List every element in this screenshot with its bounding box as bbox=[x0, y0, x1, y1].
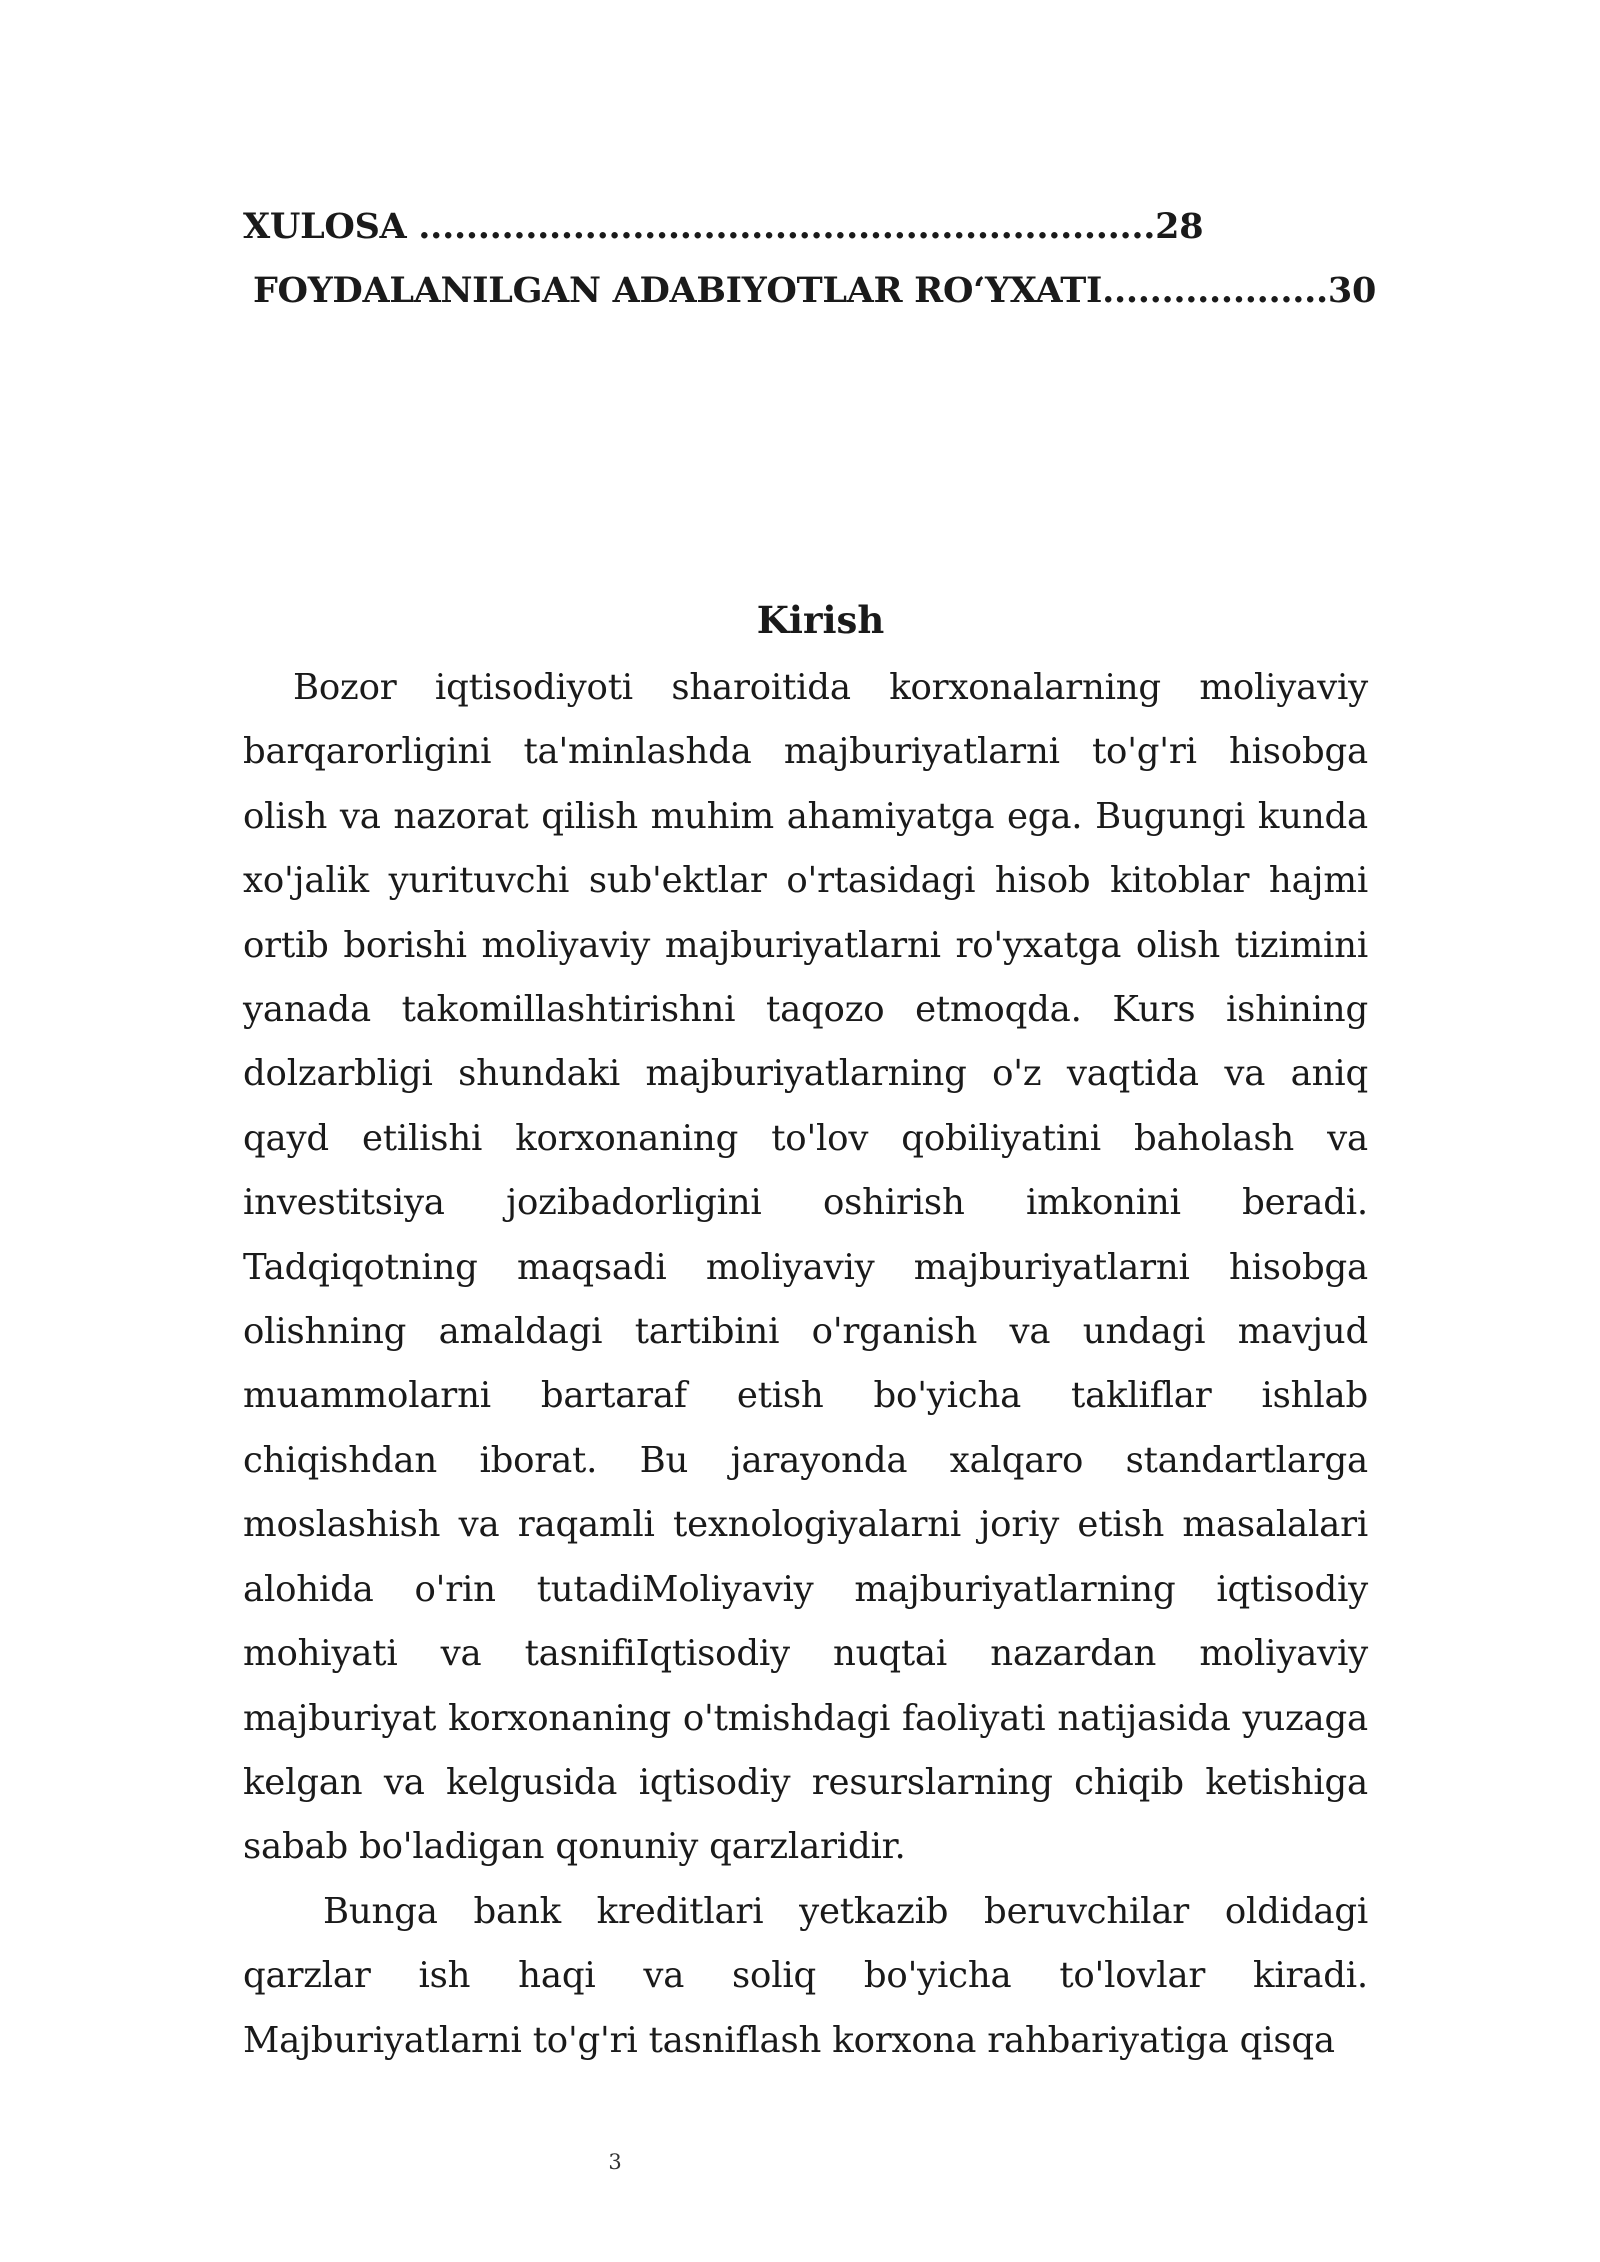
section-body bbox=[243, 656, 1368, 2073]
paragraph: Bunga bank kreditlari yetkazib beruvchilar oldidagi qarzlar ish haqi va soliq bo'yicha to'lovlar kiradi. Majburiyatlarni to'g'ri tasniflash korxona rahbariyatiga qisqa bbox=[243, 1890, 1368, 2061]
page-number: 3 bbox=[608, 2150, 622, 2174]
toc-item-xulosa[interactable]: XULOSA ..............................................................28 bbox=[243, 206, 1204, 247]
toc-item-adabiyotlar[interactable]: FOYDALANILGAN ADABIYOTLAR RO‘YXATI...................30 bbox=[253, 270, 1377, 311]
paragraph: Bozor iqtisodiyoti sharoitida korxonalarning moliyaviy barqarorligini ta'minlashda majburiyatlarni to'g'ri hisobga olish va nazorat qilish muhim ahamiyatga ega. Bugungi kunda xo'jalik yurituvchi sub'ektlar o'rtasidagi hisob kitoblar hajmi ortib borishi moliyaviy majburiyatlarni ro'yxatga olish tizimini yanada takomillashtirishni taqozo etmoqda. Kurs ishining dolzarbligi shundaki majburiyatlarning o'z vaqtida va aniq qayd etilishi korxonaning to'lov qobiliyatini baholash va investitsiya jozibadorligini oshirish imkonini beradi. Tadqiqotning maqsadi moliyaviy majburiyatlarni hisobga olishning amaldagi tartibini o'rganish va undagi mavjud muammolarni bartaraf etish bo'yicha takliflar ishlab chiqishdan iborat. Bu jarayonda xalqaro standartlarga moslashish va raqamli texnologiyalarni joriy etish masalalari alohida o'rin tutadiMoliyaviy majburiyatlarning iqtisodiy mohiyati va tasnifiIqtisodiy nuqtai nazardan moliyaviy majburiyat korxonaning o'tmishdagi faoliyati natijasida yuzaga kelgan va kelgusida iqtisodiy resurslarning chiqib ketishiga sabab bo'ladigan qonuniy qarzlaridir. bbox=[243, 667, 1368, 1868]
table-of-contents bbox=[243, 195, 1377, 323]
section-heading: Kirish bbox=[756, 598, 885, 642]
